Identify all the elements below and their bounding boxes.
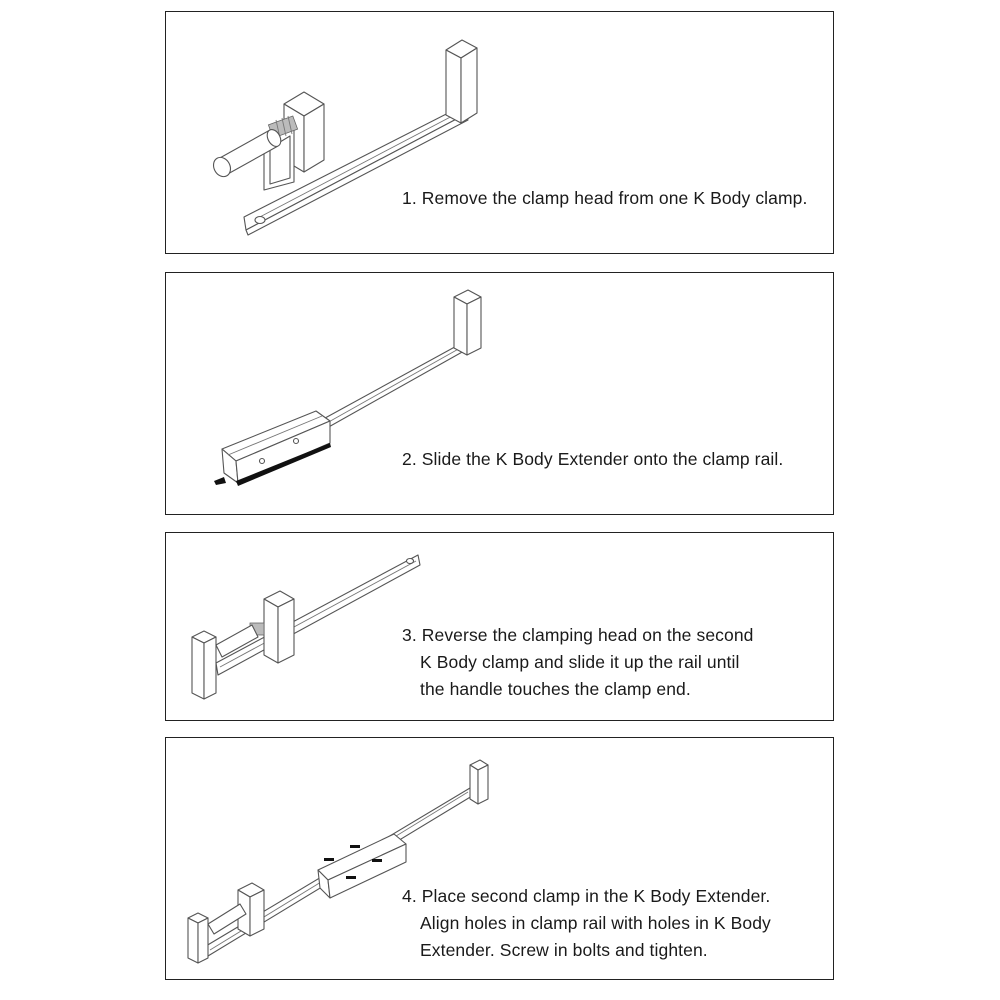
clamp-end [188, 913, 208, 963]
caption-line: 4. Place second clamp in the K Body Extender. [402, 886, 771, 906]
clamp-end [192, 631, 216, 699]
k-body-extender [214, 411, 331, 486]
caption-line: 1. Remove the clamp head from one K Body clamp. [402, 188, 808, 208]
fixed-jaw [470, 760, 488, 804]
step-3-panel [165, 532, 834, 721]
step-1-illustration [166, 12, 834, 254]
step-2-panel [165, 272, 834, 515]
step-3-caption [402, 622, 754, 703]
fixed-jaw [454, 290, 481, 355]
clamp-rail [316, 343, 464, 433]
caption-line: Align holes in clamp rail with holes in K Body [420, 913, 771, 933]
step-1-panel [165, 11, 834, 254]
caption-line: K Body clamp and slide it up the rail until [420, 652, 740, 672]
step-4-caption [402, 883, 771, 964]
fixed-jaw [446, 40, 477, 123]
caption-line: 2. Slide the K Body Extender onto the clamp rail. [402, 449, 784, 469]
step-2-caption [402, 446, 783, 473]
caption-line: Extender. Screw in bolts and tighten. [420, 940, 708, 960]
step-1-caption [402, 185, 807, 212]
step-2-illustration [166, 273, 834, 515]
clamp-rail [216, 555, 420, 675]
k-body-extender [318, 834, 406, 898]
step-4-panel [165, 737, 834, 980]
caption-line: the handle touches the clamp end. [420, 679, 691, 699]
caption-line: 3. Reverse the clamping head on the second [402, 625, 754, 645]
